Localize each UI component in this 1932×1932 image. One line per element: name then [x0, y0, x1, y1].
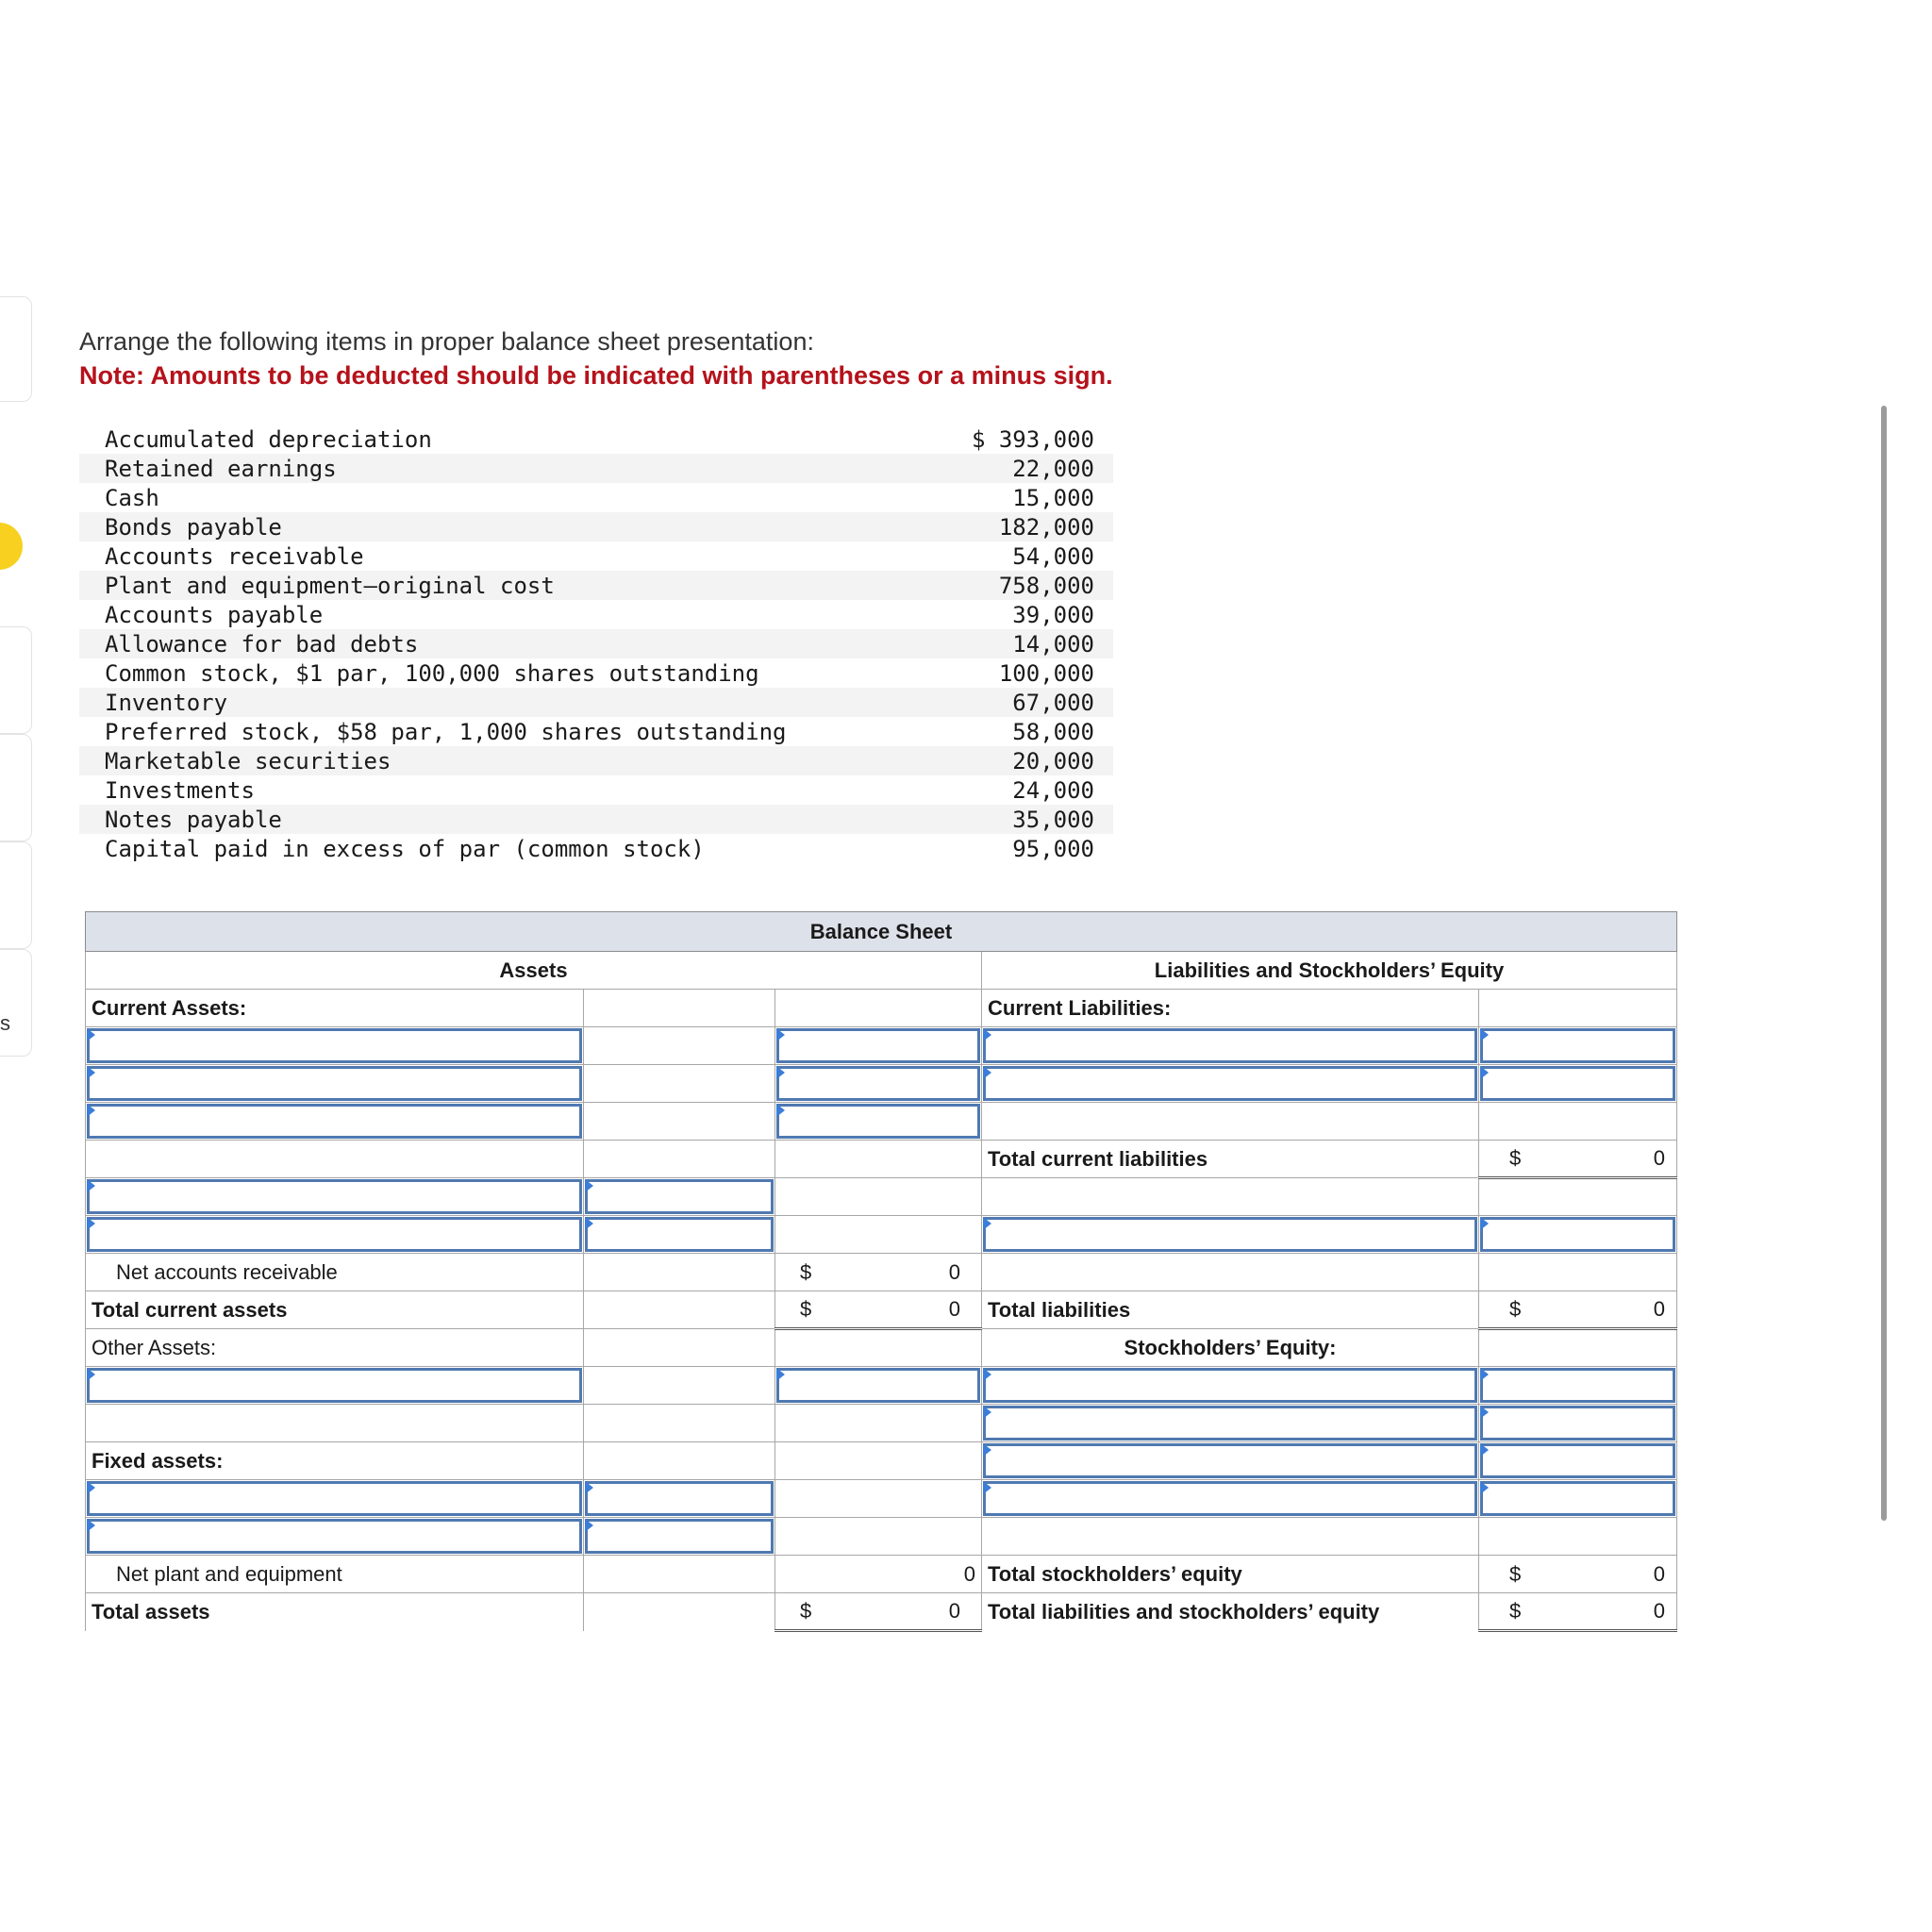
total-assets-label: Total assets [86, 1593, 584, 1631]
equity-name-input[interactable] [983, 1406, 1477, 1441]
net-accounts-receivable-label: Net accounts receivable [86, 1254, 584, 1291]
current-liabilities-label: Current Liabilities: [982, 990, 1479, 1027]
item-label: Accounts payable [105, 601, 324, 628]
item-label: Plant and equipment—original cost [105, 572, 555, 599]
list-item [79, 571, 1113, 600]
current-asset-amount-input[interactable] [776, 1028, 980, 1063]
depreciation-name-input[interactable] [87, 1519, 582, 1554]
current-liability-name-input[interactable] [983, 1028, 1477, 1063]
equity-amount-input[interactable] [1480, 1443, 1675, 1478]
item-label: Common stock, $1 par, 100,000 shares outstanding [105, 659, 759, 687]
assets-header: Assets [86, 952, 982, 990]
list-item [79, 629, 1113, 658]
fixed-asset-amount-input[interactable] [585, 1481, 774, 1516]
rail-label: s [0, 1011, 10, 1035]
stockholders-equity-label: Stockholders’ Equity: [982, 1329, 1479, 1367]
equity-amount-input[interactable] [1480, 1406, 1675, 1441]
net-plant-label: Net plant and equipment [86, 1556, 584, 1593]
other-assets-label: Other Assets: [86, 1329, 584, 1367]
list-item [79, 717, 1113, 746]
total-stockholders-equity-value: 0 [1653, 1561, 1665, 1586]
item-amount: 67,000 [1012, 689, 1094, 716]
scrollbar[interactable] [1881, 406, 1887, 1521]
currency-sign: $ [1509, 1561, 1522, 1586]
liabilities-equity-header: Liabilities and Stockholders’ Equity [982, 952, 1677, 990]
item-amount: 758,000 [998, 572, 1094, 599]
item-label: Capital paid in excess of par (common stock) [105, 835, 705, 862]
item-amount: 39,000 [1012, 601, 1094, 628]
item-label: Inventory [105, 689, 228, 716]
long-term-liability-amount-input[interactable] [1480, 1217, 1675, 1252]
rail-card [0, 626, 32, 734]
item-amount: 182,000 [998, 513, 1094, 541]
item-amount: 20,000 [1012, 747, 1094, 774]
current-asset-name-input[interactable] [87, 1066, 582, 1101]
item-amount: 22,000 [1012, 455, 1094, 482]
rail-card [0, 949, 32, 1057]
item-amount: 24,000 [1012, 776, 1094, 804]
status-dot [0, 523, 23, 570]
total-liabilities-equity-label: Total liabilities and stockholders’ equity [982, 1593, 1479, 1631]
question-prompt: Arrange the following items in proper balance sheet presentation: [79, 327, 814, 356]
receivable-amount-input[interactable] [585, 1179, 774, 1214]
equity-amount-input[interactable] [1480, 1481, 1675, 1516]
total-assets-value: 0 [948, 1599, 960, 1623]
item-label: Marketable securities [105, 747, 391, 774]
item-label: Notes payable [105, 806, 282, 833]
allowance-name-input[interactable] [87, 1217, 582, 1252]
other-asset-amount-input[interactable] [776, 1368, 980, 1403]
item-label: Retained earnings [105, 455, 337, 482]
list-item [79, 746, 1113, 775]
fixed-assets-label: Fixed assets: [86, 1442, 584, 1480]
item-label: Accounts receivable [105, 542, 364, 570]
list-item [79, 805, 1113, 834]
total-current-assets-label: Total current assets [86, 1291, 584, 1329]
rail-card [0, 296, 32, 402]
list-item [79, 688, 1113, 717]
current-asset-name-input[interactable] [87, 1104, 582, 1139]
item-label: Preferred stock, $58 par, 1,000 shares outstanding [105, 718, 787, 745]
list-item [79, 541, 1113, 571]
list-item [79, 834, 1113, 863]
item-list [79, 425, 1113, 863]
net-plant-value: 0 [775, 1556, 982, 1593]
currency-sign: $ [1509, 1599, 1522, 1623]
other-asset-name-input[interactable] [87, 1368, 582, 1403]
current-liability-name-input[interactable] [983, 1066, 1477, 1101]
receivable-name-input[interactable] [87, 1179, 582, 1214]
item-amount: 15,000 [1012, 484, 1094, 511]
currency-sign: $ [800, 1259, 812, 1284]
list-item [79, 512, 1113, 541]
list-item [79, 775, 1113, 805]
current-liability-amount-input[interactable] [1480, 1066, 1675, 1101]
total-current-liabilities-label: Total current liabilities [982, 1141, 1479, 1178]
balance-sheet-table [85, 911, 1677, 1632]
currency-sign: $ [800, 1297, 812, 1321]
equity-name-input[interactable] [983, 1481, 1477, 1516]
depreciation-amount-input[interactable] [585, 1519, 774, 1554]
equity-name-input[interactable] [983, 1368, 1477, 1403]
fixed-asset-name-input[interactable] [87, 1481, 582, 1516]
total-liabilities-label: Total liabilities [982, 1291, 1479, 1329]
rail-card [0, 841, 32, 949]
item-amount: 95,000 [1012, 835, 1094, 862]
current-liability-amount-input[interactable] [1480, 1028, 1675, 1063]
question-note: Note: Amounts to be deducted should be indicated with parentheses or a minus sign. [79, 361, 1113, 390]
item-label: Bonds payable [105, 513, 282, 541]
long-term-liability-name-input[interactable] [983, 1217, 1477, 1252]
list-item [79, 425, 1113, 454]
currency-sign: $ [1509, 1146, 1522, 1170]
item-amount: $ 393,000 [971, 425, 1094, 453]
item-amount: 35,000 [1012, 806, 1094, 833]
balance-sheet-title: Balance Sheet [86, 912, 1677, 952]
current-asset-amount-input[interactable] [776, 1066, 980, 1101]
item-amount: 100,000 [998, 659, 1094, 687]
current-assets-label: Current Assets: [86, 990, 584, 1027]
list-item [79, 658, 1113, 688]
total-liabilities-equity-value: 0 [1653, 1599, 1665, 1623]
currency-sign: $ [800, 1599, 812, 1623]
net-accounts-receivable-value: 0 [948, 1259, 960, 1284]
total-current-liabilities-value: 0 [1653, 1146, 1665, 1170]
total-stockholders-equity-label: Total stockholders’ equity [982, 1556, 1479, 1593]
rail-card [0, 734, 32, 841]
item-label: Cash [105, 484, 159, 511]
list-item [79, 600, 1113, 629]
item-amount: 58,000 [1012, 718, 1094, 745]
list-item [79, 483, 1113, 512]
current-asset-name-input[interactable] [87, 1028, 582, 1063]
allowance-amount-input[interactable] [585, 1217, 774, 1252]
item-amount: 54,000 [1012, 542, 1094, 570]
current-asset-amount-input[interactable] [776, 1104, 980, 1139]
item-amount: 14,000 [1012, 630, 1094, 658]
item-label: Allowance for bad debts [105, 630, 419, 658]
equity-amount-input[interactable] [1480, 1368, 1675, 1403]
equity-name-input[interactable] [983, 1443, 1477, 1478]
currency-sign: $ [1509, 1297, 1522, 1321]
total-current-assets-value: 0 [948, 1297, 960, 1321]
item-label: Accumulated depreciation [105, 425, 432, 453]
list-item [79, 454, 1113, 483]
total-liabilities-value: 0 [1653, 1297, 1665, 1321]
item-label: Investments [105, 776, 255, 804]
